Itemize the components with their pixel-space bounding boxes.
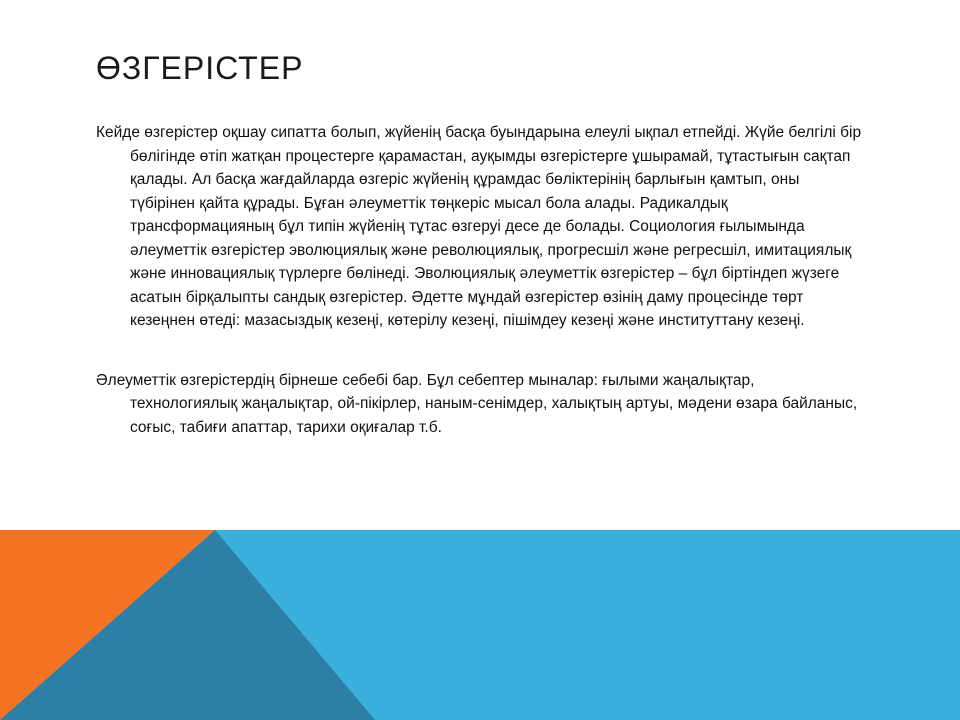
paragraph-causes: Әлеуметтік өзгерістердің бірнеше себебі бар. Бұл себептер мыналар: ғылыми жаңалықтар, технологиялық жаңалықтар, ой-пікірлер, наным-сенімдер, халықтың артуы, мәдени өзара байланыс, соғыс, табиғи апаттар, тарихи оқиғалар т.б. [96, 371, 858, 436]
slide-body [96, 121, 866, 475]
slide-title: ӨЗГЕРІСТЕР [96, 50, 304, 86]
decorative-footer-shapes [0, 530, 960, 720]
paragraph-changes: Кейде өзгерістер оқшау сипатта болып, жүйенің басқа буындарына елеулі ықпал етпейді. Жүйе белгілі бір бөлігінде өтіп жатқан процестерге қарамастан, ауқымды өзгерістерге ұшырамай, тұтастығын сақтап қалады. Ал басқа жағдайларда өзгеріс жүйенің құрамдас бөліктерінің барлығын қамтып, оны түбірінен қайта құрады. Бұған әлеуметтік төңкеріс мысал бола алады. Радикалдық трансформацияның бұл типін жүйенің тұтас өзгеруі десе де болады. Социология ғылымында әлеуметтік өзгерістер эволюциялық және революциялық, прогресшіл және регресшіл, имитациялық және инновациялық түрлерге бөлінеді. Эволюциялық әлеуметтік өзгерістер – бұл біртіндеп жүзеге асатын бірқалыпты сандық өзгерістер. Әдетте мұндай өзгерістер өзінің даму процесінде төрт кезеңнен өтеді: мазасыздық кезеңі, көтерілу кезеңі, пішімдеу кезеңі және институттану кезеңі. [96, 124, 862, 329]
